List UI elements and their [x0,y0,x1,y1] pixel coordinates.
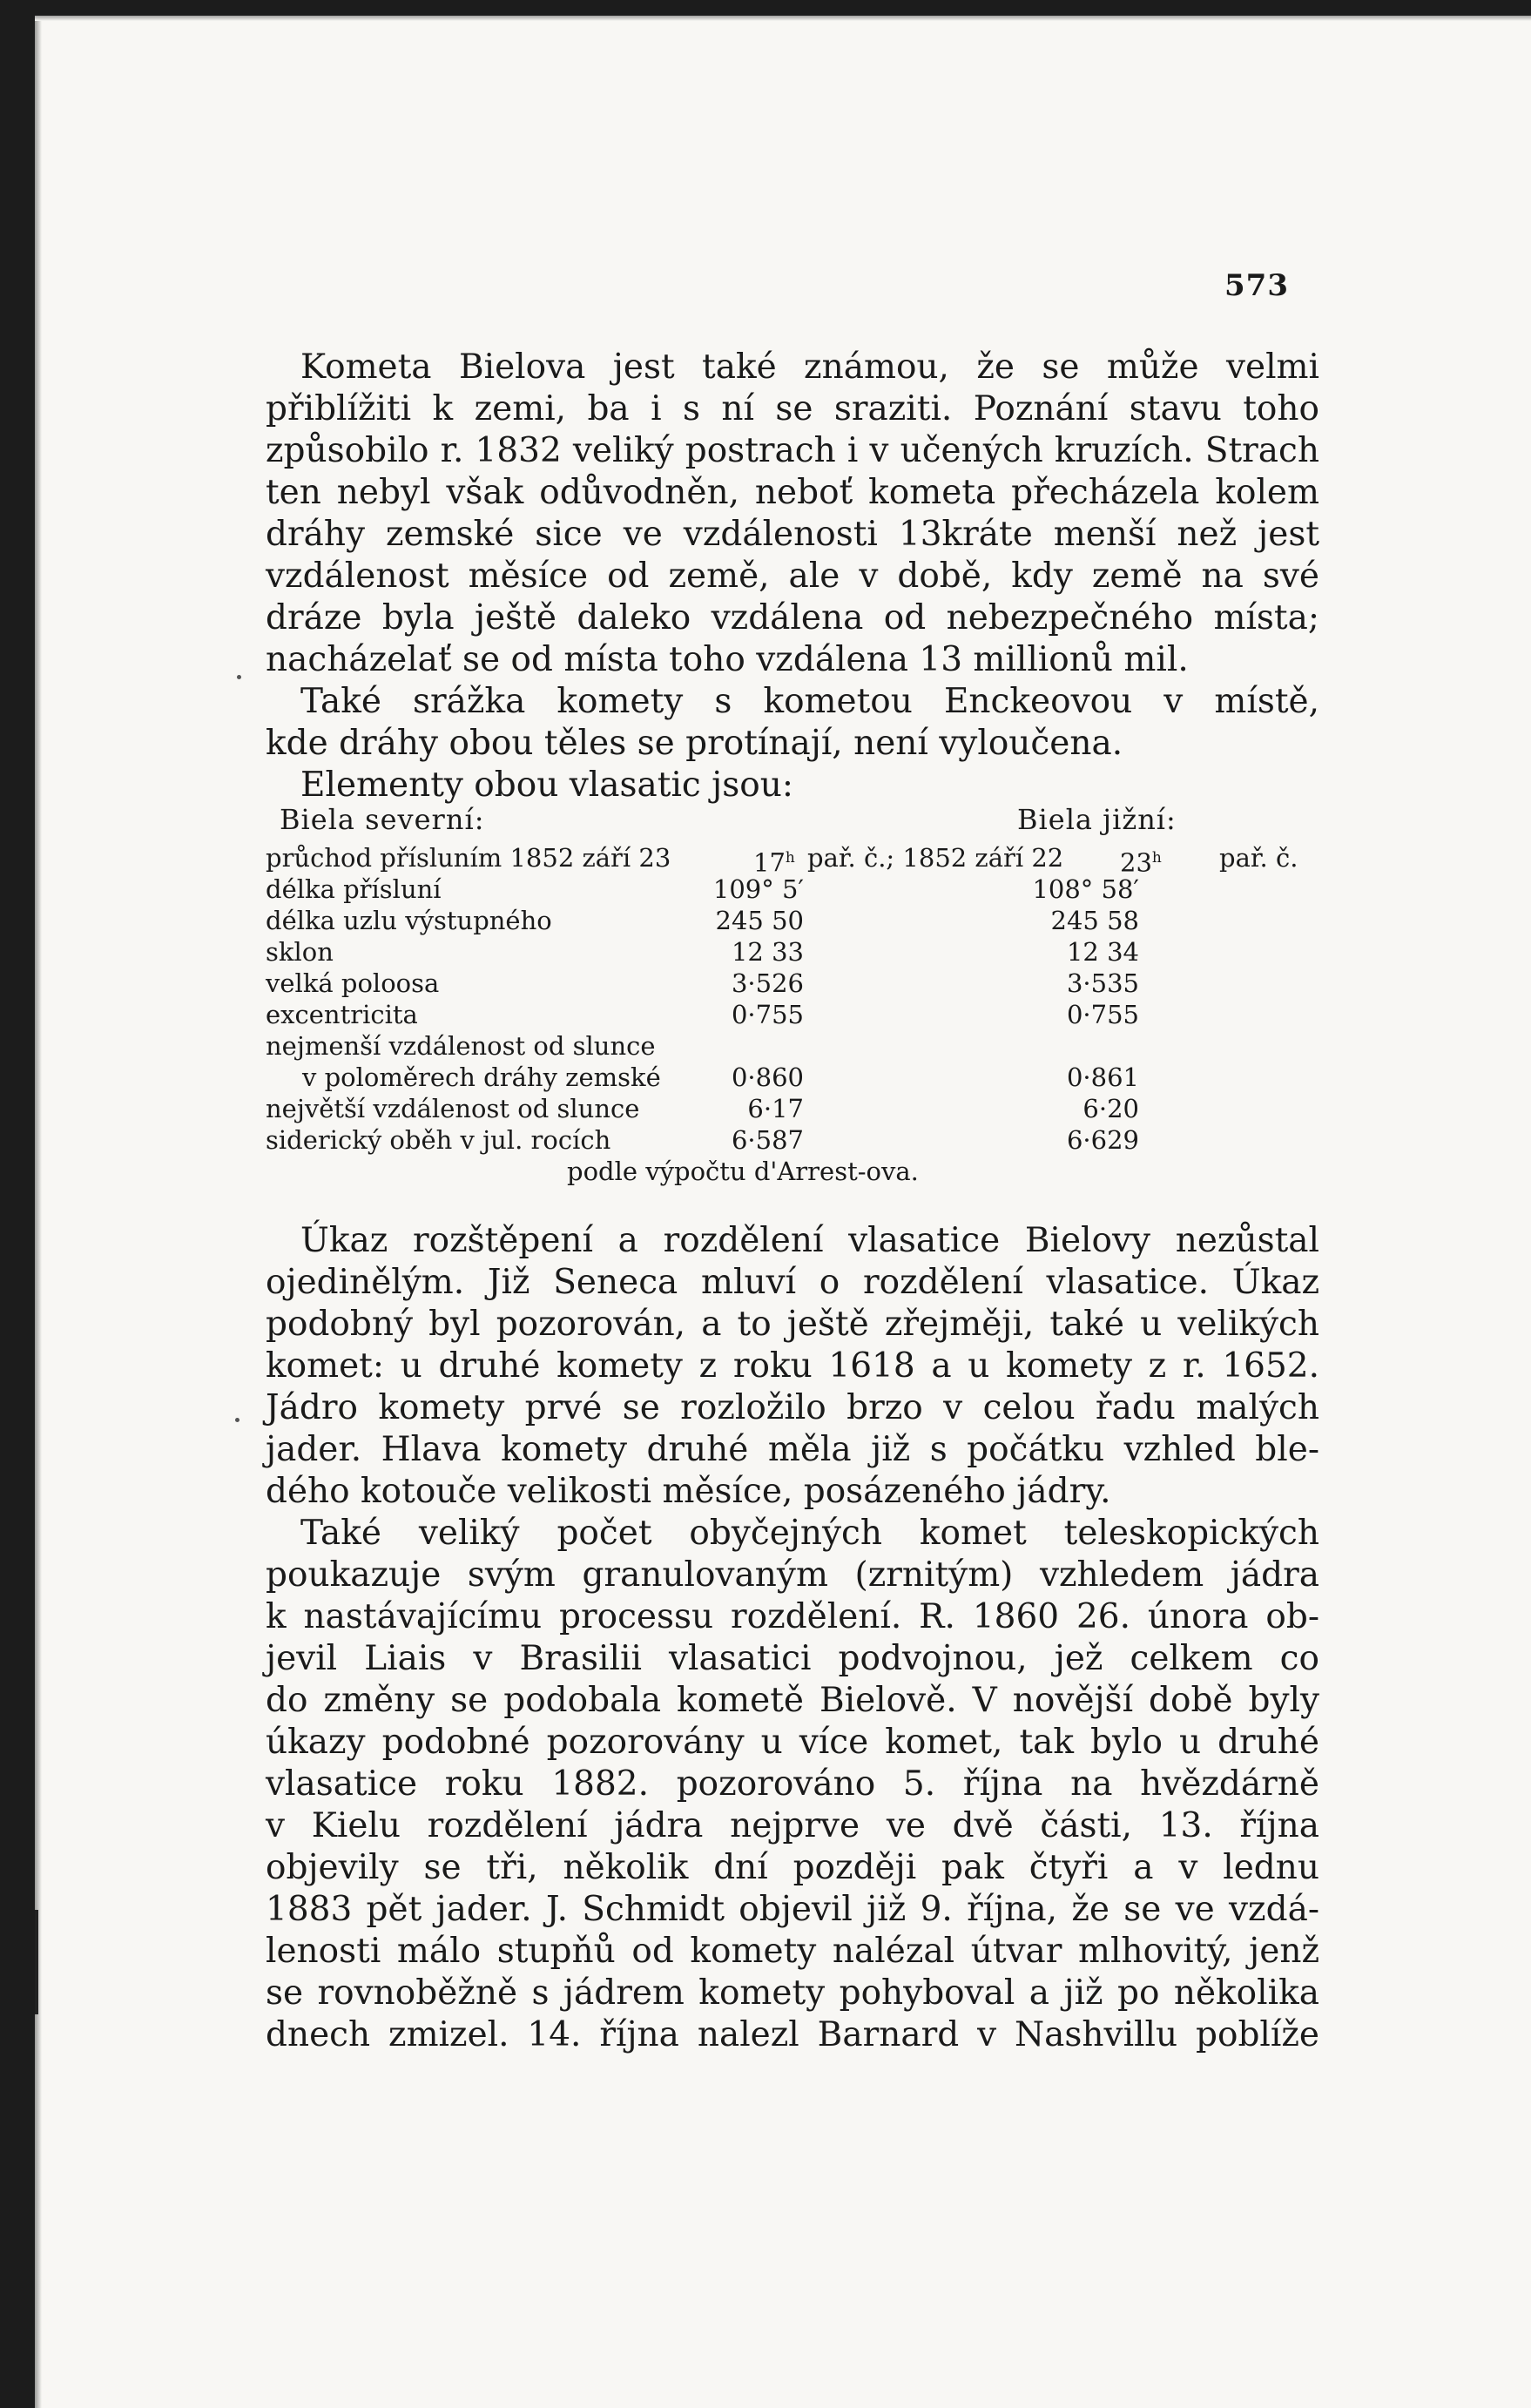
text-line: dráze byla ještě daleko vzdálena od nebezpečného místa; [266,598,1319,637]
text-line: komet: u druhé komety z roku 1618 a u komety z r. 1652. [266,1346,1319,1386]
header-biela-north: Biela severní: [280,803,485,836]
text-line: jader. Hlava komety druhé měla již s počátku vzhled ble- [266,1430,1319,1469]
text-line: Kometa Bielova jest také známou, že se může velmi [300,347,1319,387]
scan-edge-mark [35,1910,38,2014]
value-south: 245 58 [1050,906,1139,935]
value-south: 0·755 [1066,1000,1139,1029]
page-number: 573 [1224,268,1289,303]
value-north: 109° 5′ [712,874,804,904]
row-label: v poloměrech dráhy zemské [302,1062,661,1092]
table-row [266,1062,1319,1093]
row-label: excentricita [266,1000,418,1029]
perihelion-south-unit: h [1151,849,1162,867]
text-line: ten nebyl však odůvodněn, neboť kometa přecházela kolem [266,473,1319,512]
paragraph-bielova-comet [266,347,1319,806]
text-line: způsobilo r. 1832 veliký postrach i v učených kruzích. Strach [266,431,1319,470]
value-south: 0·861 [1066,1062,1139,1092]
text-line: úkazy podobné pozorovány u více komet, tak bylo u druhé [266,1723,1319,1762]
table-row [266,936,1319,968]
value-south: 6·629 [1066,1125,1139,1155]
text-line: lenosti málo stupňů od komety nalézal útvar mlhovitý, jenž [266,1932,1319,1971]
text-line: Také veliký počet obyčejných komet teleskopických [300,1514,1319,1553]
table-row-perihelion [266,842,1319,878]
table-row [266,873,1319,905]
table-header [266,804,1319,842]
row-label: siderický oběh v jul. rocích [266,1125,611,1155]
value-north: 6·17 [747,1094,804,1123]
scan-speck [237,675,241,679]
text-line: do změny se podobala kometě Bielově. V novější době byly [266,1681,1319,1720]
text-line: nacházelať se od místa toho vzdálena 13 millionů mil. [266,640,1189,679]
header-biela-south: Biela jižní: [1017,803,1177,836]
perihelion-north-unit: h [785,849,795,867]
text-line: přiblížiti k zemi, ba i s ní se sraziti. Poznání stavu toho [266,389,1319,428]
value-north: 0·755 [731,1000,804,1029]
perihelion-south-value: 23 [1120,847,1152,878]
page-left-shadow [35,16,42,2408]
source-note: podle výpočtu d'Arrest-ova. [567,1157,919,1186]
text-line: poukazuje svým granulovaným (zrnitým) vzhledem jádra [266,1555,1319,1595]
paragraph-comet-splitting [266,1220,1319,2056]
book-page [35,16,1531,2408]
value-north: 12 33 [731,937,804,967]
perihelion-north-value: 17 [753,847,786,878]
row-label: délka přísluní [266,874,442,904]
text-line: Také srážka komety s kometou Enckeovou v místě, [300,682,1319,721]
perihelion-end: pař. č. [1219,843,1298,873]
table-row [266,999,1319,1030]
text-line: Úkaz rozštěpení a rozdělení vlasatice Bielovy nezůstal [300,1221,1319,1260]
table-row [266,1124,1319,1156]
text-line: v Kielu rozdělení jádra nejprve ve dvě části, 13. října [266,1806,1319,1845]
text-line: jevil Liais v Brasilii vlasatici podvojnou, jež celkem co [266,1639,1319,1678]
row-label: průchod přísluním 1852 září 23 [266,843,671,873]
table-row [266,1030,1319,1062]
row-label: největší vzdálenost od slunce [266,1094,640,1123]
text-line: 1883 pět jader. J. Schmidt objevil již 9. října, že se ve vzdá- [266,1890,1319,1929]
row-label: sklon [266,937,334,967]
text-line: kde dráhy obou těles se protínají, není vyloučena. [266,724,1123,763]
table-row [266,1093,1319,1124]
text-line: ojedinělým. Již Seneca mluví o rozdělení vlasatice. Úkaz [266,1263,1319,1302]
table-source-note [266,1156,1319,1187]
value-north: 3·526 [731,968,804,998]
text-line: dnech zmizel. 14. října nalezl Barnard v Nashvillu poblíže [266,2015,1319,2054]
text-line: Elementy obou vlasatic jsou: [300,766,793,805]
text-line: objevily se tři, několik dní později pak čtyři a v lednu [266,1848,1319,1887]
text-line: vlasatice roku 1882. pozorováno 5. října na hvězdárně [266,1764,1319,1804]
table-row [266,905,1319,936]
text-line: dráhy zemské sice ve vzdálenosti 13kráte menší než jest [266,515,1319,554]
scan-speck [235,1418,239,1422]
table-row [266,968,1319,999]
value-north: 245 50 [715,906,804,935]
value-south: 12 34 [1066,937,1139,967]
text-line: se rovnoběžně s jádrem komety pohyboval a již po několika [266,1973,1319,2013]
row-label: délka uzlu výstupného [266,906,552,935]
value-south: 108° 58′ [1032,874,1139,904]
value-south: 6·20 [1082,1094,1139,1123]
page-top-shadow [35,16,1531,21]
text-line: vzdálenost měsíce od země, ale v době, kdy země na své [266,556,1319,596]
text-line: k nastávajícímu processu rozdělení. R. 1860 26. února ob- [266,1597,1319,1636]
value-north: 0·860 [731,1062,804,1092]
row-label: velká poloosa [266,968,440,998]
value-north: 6·587 [731,1125,804,1155]
value-south: 3·535 [1066,968,1139,998]
text-line: Jádro komety prvé se rozložilo brzo v celou řadu malých [266,1388,1319,1427]
row-label: nejmenší vzdálenost od slunce [266,1031,656,1061]
perihelion-mid: pař. č.; 1852 září 22 [807,843,1064,873]
orbital-elements-table [266,804,1319,1187]
text-line: podobný byl pozorován, a to ještě zřejměji, také u velikých [266,1305,1319,1344]
text-line: dého kotouče velikosti měsíce, posázeného jádry. [266,1472,1111,1511]
